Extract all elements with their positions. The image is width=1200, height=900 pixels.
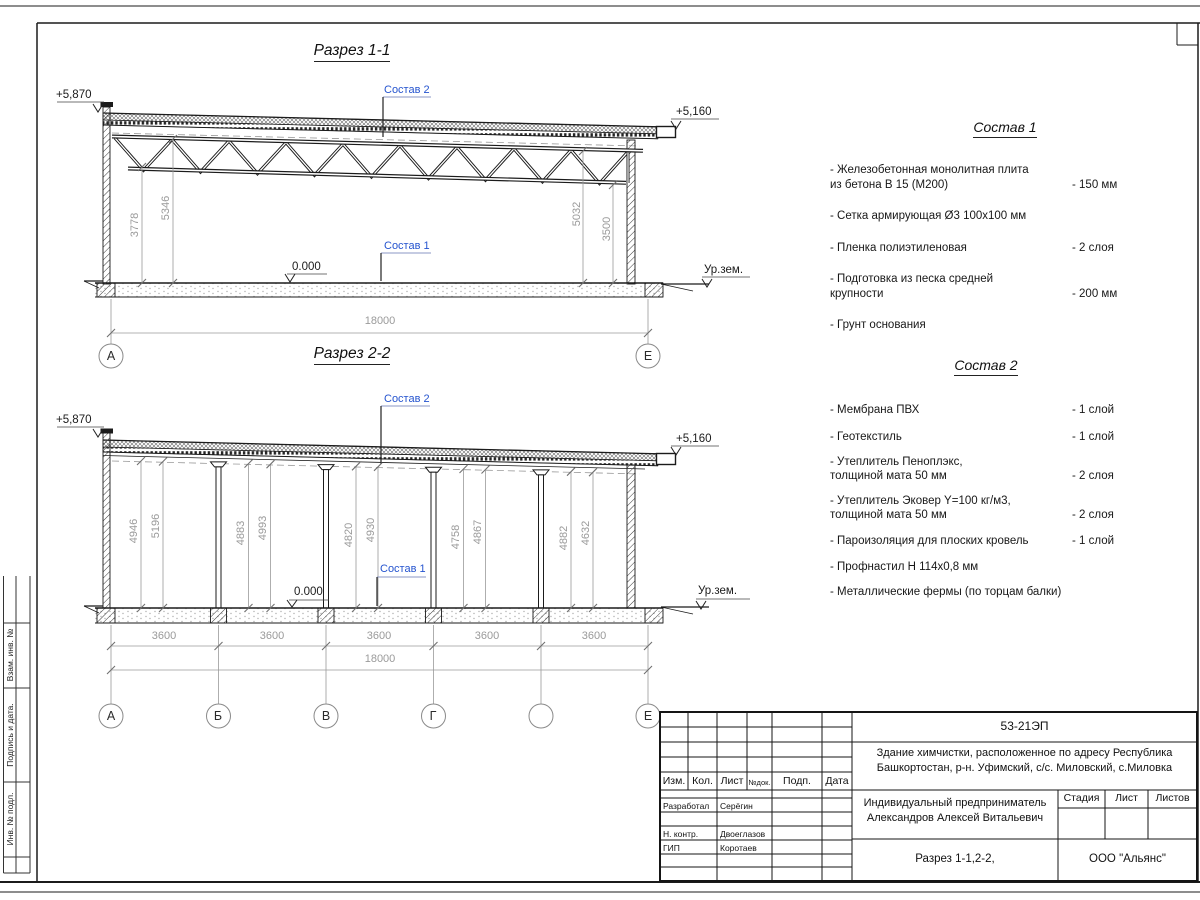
s2-axis-g: Г [429, 709, 437, 723]
project-name-line1: Здание химчистки, расположенное по адресу Республика [876, 747, 1173, 759]
role-gip: ГИП [663, 843, 680, 853]
strip-vzam-inv: Взам. инв. № [5, 628, 15, 682]
list-item [830, 318, 1144, 333]
s1-axis-e: Е [643, 349, 653, 363]
s2-bay-dim-4: 3600 [474, 630, 500, 642]
item-text: - Профнастил Н 114х0,8 мм [830, 560, 979, 573]
item-text: - Грунт основания [830, 319, 926, 331]
s2-dim-4867: 4867 [472, 519, 484, 545]
list-item [830, 586, 1144, 600]
s2-sostav1-label: Состав 1 [380, 563, 426, 575]
sheets-col: Листов [1155, 792, 1190, 804]
s2-axis-v: В [321, 709, 331, 723]
item-text: - Геотекстиль [830, 430, 902, 443]
s2-dim-5196: 5196 [150, 513, 162, 539]
sheet-col: Лист [1115, 792, 1138, 804]
col-podp: Подп. [783, 775, 811, 787]
item-text: - Сетка армирующая Ø3 100х100 мм [830, 210, 1027, 222]
item-value: - 1 слой [1072, 430, 1115, 443]
list-item [830, 403, 1144, 418]
list-item [830, 495, 1144, 522]
item-text: - Пароизоляция для плоских кровель [830, 535, 1029, 547]
col-data: Дата [825, 775, 849, 787]
list-item [830, 209, 1144, 224]
section2-title [287, 345, 417, 363]
s2-axis-a: А [106, 709, 116, 723]
doc-code: 53-21ЭП [1000, 719, 1049, 733]
s2-bay-dim-3: 3600 [366, 630, 392, 642]
s2-dim-4993: 4993 [257, 515, 269, 541]
item-text: - Утеплитель Эковер Y=100 кг/м3, [830, 495, 1011, 507]
item-value: - 1 слой [1072, 404, 1115, 416]
s1-dim-5346: 5346 [160, 195, 172, 221]
name-ncontrol: Двоеглазов [720, 829, 766, 839]
section1-title [287, 42, 417, 60]
list-item [830, 456, 1144, 483]
s2-axis-e: Е [643, 709, 653, 723]
s1-zero-mark: 0.000 [292, 261, 321, 273]
item-text-2: толщиной мата 50 мм [830, 469, 947, 482]
sostav1-title [940, 119, 1070, 135]
item-text: - Подготовка из песка средней [830, 273, 994, 285]
s2-bay-dim-5: 3600 [581, 630, 607, 642]
role-ncontrol: Н. контр. [663, 829, 699, 839]
item-value: - 2 слоя [1072, 469, 1114, 482]
s1-sostav1-label: Состав 1 [384, 240, 430, 252]
s2-dim-4882: 4882 [558, 525, 570, 551]
s2-dim-4946: 4946 [128, 518, 140, 544]
s1-dim-5032: 5032 [571, 201, 583, 227]
sheet-name: Разрез 1-1,2-2, [915, 853, 995, 865]
s2-dim-4883: 4883 [235, 520, 247, 546]
sostav1-list [830, 163, 1144, 350]
col-ndoc: №док. [748, 778, 771, 787]
s2-elevation-left: +5,870 [56, 414, 92, 426]
client-line1: Индивидуальный предприниматель [863, 797, 1047, 809]
item-value: - 2 слоя [1072, 241, 1114, 254]
s2-bay-dim-1: 3600 [151, 630, 177, 642]
role-developer: Разработал [663, 801, 710, 811]
col-kol: Кол. [692, 775, 713, 787]
list-item [830, 561, 1144, 575]
s1-dim-3778: 3778 [129, 212, 141, 238]
item-value: - 150 мм [1072, 178, 1118, 191]
s1-sostav2-label: Состав 2 [384, 84, 430, 96]
s2-axis-b: Б [213, 709, 223, 723]
s1-ground-mark: Ур.зем. [704, 264, 744, 276]
s2-bay-dim-2: 3600 [259, 630, 285, 642]
s1-dim-3500: 3500 [601, 216, 613, 242]
strip-podpis-data: Подпись и дата. [5, 703, 15, 767]
client-line2: Александров Алексей Витальевич [866, 812, 1044, 824]
s2-elevation-right: +5,160 [676, 433, 712, 445]
item-value: - 200 мм [1072, 287, 1118, 300]
s2-dim-4820: 4820 [343, 522, 355, 548]
sostav2-title [921, 357, 1051, 373]
list-item [830, 241, 1144, 256]
s2-dim-4758: 4758 [450, 524, 462, 550]
s2-dim-total: 18000 [364, 653, 396, 665]
col-izm: Изм. [662, 775, 686, 787]
sostav2-title-text: Состав 2 [954, 357, 1017, 376]
item-text: - Железобетонная монолитная плита [830, 164, 1029, 176]
s2-sostav2-label: Состав 2 [384, 393, 430, 405]
list-item [830, 272, 1144, 301]
stage-col: Стадия [1063, 792, 1100, 804]
section2-title-text: Разрез 2-2 [314, 345, 391, 365]
col-list: Лист [720, 775, 744, 787]
s2-zero-mark: 0.000 [294, 586, 323, 598]
name-developer: Серёгин [720, 801, 753, 811]
s1-axis-a: А [106, 349, 116, 363]
item-value: - 2 слоя [1072, 508, 1114, 521]
strip-inv-podl: Инв. № подл. [5, 792, 15, 846]
sostav2-list [830, 403, 1144, 612]
s2-ground-mark: Ур.зем. [698, 585, 738, 597]
company-name: ООО "Альянс" [1089, 853, 1166, 865]
item-text: - Металлические фермы (по торцам балки) [830, 586, 1062, 598]
s2-dim-4930: 4930 [365, 517, 377, 543]
s2-dim-4632: 4632 [580, 520, 592, 546]
item-text-2: толщиной мата 50 мм [830, 508, 947, 521]
name-gip: Коротаев [720, 843, 757, 853]
s1-elevation-right: +5,160 [676, 106, 712, 118]
item-text-2: из бетона В 15 (М200) [830, 178, 949, 191]
s1-dim-total: 18000 [364, 315, 396, 327]
project-name-line2: Башкортостан, р-н. Уфимский, с/с. Миловский, с.Миловка [876, 762, 1173, 774]
list-item [830, 534, 1144, 549]
item-text: - Пленка полиэтиленовая [830, 241, 967, 254]
s1-elevation-left: +5,870 [56, 89, 92, 101]
list-item [830, 430, 1144, 445]
item-text-2: крупности [830, 287, 884, 300]
item-value: - 1 слой [1072, 535, 1115, 547]
item-text: - Утеплитель Пеноплэкс, [830, 456, 963, 468]
section1-title-text: Разрез 1-1 [314, 42, 391, 62]
list-item [830, 163, 1144, 192]
sostav1-title-text: Состав 1 [973, 119, 1036, 138]
item-text: - Мембрана ПВХ [830, 404, 920, 416]
